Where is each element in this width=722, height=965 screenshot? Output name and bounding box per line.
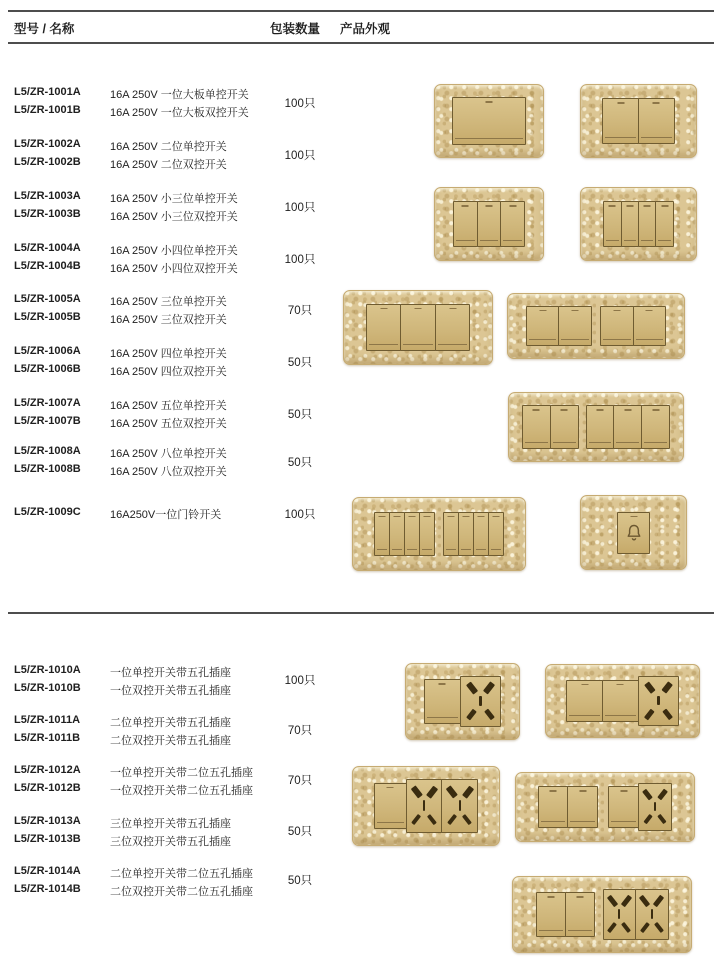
socket-slot [427,814,437,826]
socket-slot [618,909,620,919]
socket-slot [621,922,631,933]
catalog-row [0,714,420,749]
module-group [603,889,669,941]
module-group [536,892,595,937]
switch-rocker [538,786,569,828]
switch-rocker [558,306,592,347]
model-code: L5/ZR-1003B [14,207,81,220]
model-code: L5/ZR-1013A [14,815,81,827]
package-quantity: 100只 [284,150,316,162]
product-description: 16A250V一位门铃开关 [110,509,222,521]
switch-rocker [374,512,390,556]
catalog-row [0,138,420,173]
product-description: 16A 250V 五位单控开关 [110,400,227,412]
package-quantity: 50只 [287,409,313,421]
socket-slot [643,814,652,824]
product-image-1006-four-gang-switch [507,293,685,359]
socket-slot [662,708,672,719]
product-description: 三位单控开关带五孔插座 [110,818,231,830]
divider-header [8,42,714,44]
doorbell-button [617,512,649,554]
switch-rocker [443,512,459,556]
product-image-1002-two-gang-switch [580,84,697,158]
switch-rocker [566,680,603,723]
product-description: 16A 250V 小三位双控开关 [110,210,238,223]
product-description: 16A 250V 一位大板单控开关 [110,89,249,101]
switch-rocker [655,201,673,247]
switch-rocker [565,892,595,937]
switch-rocker [550,405,579,448]
socket-slot [479,696,482,706]
model-code: L5/ZR-1008B [14,462,81,475]
model-code: L5/ZR-1003A [14,190,81,202]
module-group [526,306,592,347]
model-code: L5/ZR-1005A [14,293,81,305]
model-code: L5/ZR-1006A [14,345,81,357]
product-image-1009-doorbell-switch [580,495,687,570]
switch-rocker [641,405,670,448]
switch-rocker [603,201,621,247]
catalog-row [0,664,420,699]
model-code: L5/ZR-1014A [14,865,81,877]
switch-rocker [602,98,639,144]
switch-rocker [602,680,639,723]
catalog-row [0,190,420,225]
package-quantity: 100只 [284,509,316,521]
switch-rocker [586,405,615,448]
product-description: 16A 250V 四位单控开关 [110,348,227,360]
socket-slot [483,681,495,694]
socket-slot [645,708,655,719]
catalog-row [0,865,420,900]
five-hole-socket [603,889,637,941]
column-header-package-qty: 包装数量 [270,22,321,36]
socket-slot [410,785,422,798]
package-quantity: 100只 [284,254,316,266]
package-quantity: 70只 [287,775,313,787]
socket-slot [657,788,668,800]
switch-rocker [638,201,656,247]
switch-rocker [633,306,667,347]
socket-slot [462,814,472,826]
module-group [586,405,671,448]
product-image-1014-two-switch-two-five-hole-sockets [512,876,692,953]
product-image-1010-one-switch-five-hole-socket [405,663,520,740]
catalog-row [0,445,420,480]
socket-slot [643,788,654,800]
module-group [603,201,674,247]
switch-rocker [638,98,675,144]
five-hole-socket [460,676,501,728]
socket-slot [640,922,650,933]
module-group [522,405,579,448]
product-image-1008-eight-gang-switch [352,497,526,571]
socket-slot [467,709,477,721]
product-description: 16A 250V 小三位单控开关 [110,193,238,205]
package-quantity: 50只 [287,457,313,469]
switch-rocker [600,306,634,347]
product-description: 16A 250V 一位大板双控开关 [110,106,249,119]
catalog-row [0,242,420,277]
switch-rocker [522,405,551,448]
package-quantity: 50只 [287,826,313,838]
model-code: L5/ZR-1011A [14,714,81,726]
divider-top [8,10,714,12]
product-description: 二位单控开关带二位五孔插座 [110,868,253,880]
switch-rocker [419,512,435,556]
switch-rocker [500,201,525,247]
column-header-appearance: 产品外观 [340,22,391,36]
module-group [452,97,527,144]
product-description: 16A 250V 三位单控开关 [110,296,227,308]
model-code: L5/ZR-1005B [14,310,81,323]
module-group [453,201,526,247]
module-group [443,512,504,556]
socket-slot [653,895,664,908]
model-code: L5/ZR-1012B [14,781,81,794]
product-image-1001-one-gang-big-switch [434,84,544,158]
table-header [0,19,722,37]
switch-rocker [458,512,474,556]
socket-slot [466,681,478,694]
switch-rocker [435,304,471,351]
model-code: L5/ZR-1004A [14,242,81,254]
model-code: L5/ZR-1010B [14,681,81,694]
product-description: 16A 250V 小四位双控开关 [110,262,238,275]
product-description: 一位双控开关带二位五孔插座 [110,784,253,797]
switch-rocker [389,512,405,556]
product-description: 二位双控开关带二位五孔插座 [110,885,253,898]
model-code: L5/ZR-1002A [14,138,81,150]
product-image-1012-one-switch-two-five-hole-sockets [352,766,500,846]
product-image-1013-three-switch-five-hole-socket [515,772,695,842]
switch-rocker [526,306,560,347]
socket-slot [484,709,494,721]
switch-rocker [488,512,504,556]
model-code: L5/ZR-1001A [14,86,81,98]
bell-icon [623,522,645,544]
socket-slot [411,814,421,826]
package-quantity: 70只 [287,305,313,317]
five-hole-socket [638,676,679,726]
socket-slot [423,800,425,810]
five-hole-socket [635,889,669,941]
socket-slot [461,785,473,798]
socket-slot [661,682,673,695]
model-code: L5/ZR-1009C [14,506,81,518]
model-code: L5/ZR-1006B [14,362,81,375]
model-code: L5/ZR-1014B [14,882,81,895]
package-quantity: 50只 [287,357,313,369]
switch-rocker [452,97,527,144]
module-group [617,512,649,554]
model-code: L5/ZR-1002B [14,155,81,168]
switch-rocker [477,201,502,247]
module-group [602,98,675,144]
product-image-1007-five-gang-switch [508,392,684,462]
product-image-1005-three-gang-switch [343,290,493,365]
switch-rocker [400,304,436,351]
product-description: 二位双控开关带五孔插座 [110,734,231,747]
package-quantity: 100只 [284,98,316,110]
model-code: L5/ZR-1012A [14,764,81,776]
switch-rocker [366,304,402,351]
socket-slot [607,895,618,908]
product-description: 16A 250V 小四位单控开关 [110,245,238,257]
model-code: L5/ZR-1001B [14,103,81,116]
product-description: 16A 250V 八位单控开关 [110,448,227,460]
product-image-1011-two-switch-five-hole-socket [545,664,700,738]
product-image-1003-small-three-gang-switch [434,187,544,261]
switch-rocker [613,405,642,448]
model-code: L5/ZR-1007B [14,414,81,427]
product-description: 16A 250V 四位双控开关 [110,365,227,378]
switch-rocker [374,783,407,829]
divider-section [8,612,714,614]
model-code: L5/ZR-1010A [14,664,81,676]
socket-slot [654,922,664,933]
model-code: L5/ZR-1007A [14,397,81,409]
module-group [538,786,599,828]
five-hole-socket [441,779,478,833]
switch-rocker [453,201,478,247]
socket-slot [426,785,438,798]
five-hole-socket [406,779,443,833]
socket-slot [651,909,653,919]
catalog-row [0,397,420,432]
product-description: 16A 250V 八位双控开关 [110,465,227,478]
switch-rocker [404,512,420,556]
module-group [366,304,471,351]
model-code: L5/ZR-1004B [14,259,81,272]
product-description: 三位双控开关带五孔插座 [110,835,231,848]
socket-slot [639,895,650,908]
product-description: 16A 250V 二位双控开关 [110,158,227,171]
package-quantity: 100只 [284,202,316,214]
module-group [608,783,672,832]
package-quantity: 70只 [287,725,313,737]
module-group [600,306,666,347]
column-header-model-name: 型号 / 名称 [14,22,75,36]
model-code: L5/ZR-1008A [14,445,81,457]
product-description: 一位双控开关带五孔插座 [110,684,231,697]
socket-slot [459,800,461,810]
product-description: 一位单控开关带五孔插座 [110,667,231,679]
switch-rocker [536,892,566,937]
module-group [374,779,478,833]
package-quantity: 100只 [284,675,316,687]
module-group [566,676,679,726]
socket-slot [621,895,632,908]
socket-slot [657,696,660,706]
model-code: L5/ZR-1013B [14,832,81,845]
switch-rocker [473,512,489,556]
product-description: 16A 250V 二位单控开关 [110,141,227,153]
socket-slot [446,785,458,798]
switch-rocker [608,786,639,828]
product-image-1004-small-four-gang-switch [580,187,697,261]
five-hole-socket [638,783,673,832]
product-description: 16A 250V 五位双控开关 [110,417,227,430]
socket-slot [447,814,457,826]
product-description: 二位单控开关带五孔插座 [110,717,231,729]
socket-slot [658,814,667,824]
package-quantity: 50只 [287,875,313,887]
catalog-row [0,86,420,121]
module-group [424,676,501,728]
socket-slot [607,922,617,933]
switch-rocker [567,786,598,828]
product-description: 一位单控开关带二位五孔插座 [110,767,253,779]
switch-rocker [424,679,461,724]
module-group [374,512,435,556]
socket-slot [654,802,656,811]
product-description: 16A 250V 三位双控开关 [110,313,227,326]
socket-slot [644,682,656,695]
switch-rocker [621,201,639,247]
model-code: L5/ZR-1011B [14,731,81,744]
